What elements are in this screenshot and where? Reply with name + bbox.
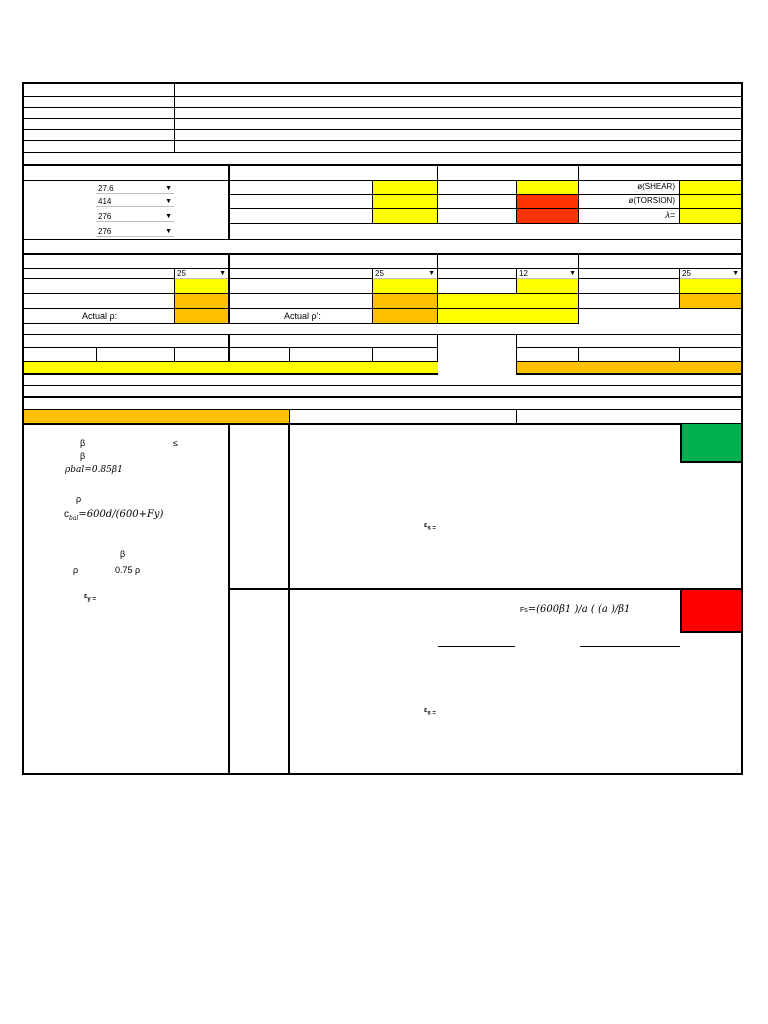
chevron-down-icon: ▼ (428, 270, 435, 277)
input-cell[interactable] (680, 279, 741, 293)
chevron-down-icon: ▼ (165, 228, 172, 235)
eps-y-formula: $\varepsilon_{y =}$ (84, 593, 96, 603)
input-cell[interactable] (517, 279, 578, 293)
eps-s-formula: $\varepsilon_{s =}$ (424, 707, 436, 717)
chevron-down-icon: ▼ (569, 270, 576, 277)
merged-input-cell[interactable] (438, 294, 578, 308)
beta-symbol: β (80, 438, 86, 448)
fs-formula: Fs=(600β1 )/a ( (a )/β1 (520, 604, 631, 615)
warning-cell (517, 209, 578, 223)
fys-dropdown[interactable] (96, 211, 174, 222)
fy-dropdown[interactable] (96, 196, 174, 207)
comp-bar-dropdown[interactable] (373, 268, 437, 279)
rho-bal-formula: ρbal=0.85β1 (65, 465, 123, 475)
c-bal-formula: $c_{bal}=600d/(600+Fy)$ (64, 509, 164, 522)
leq-symbol: ≤ (173, 438, 178, 448)
stirrup-dropdown[interactable] (517, 268, 578, 279)
fc-value: 27.6 (98, 184, 114, 193)
eps-s-formula: $\varepsilon_{s =}$ (424, 522, 436, 532)
actual-rho-value (175, 309, 228, 323)
calc-cell (680, 294, 741, 308)
main-bar-value: 25 (177, 269, 186, 278)
result-row (517, 362, 741, 373)
fyt-dropdown[interactable] (96, 226, 174, 237)
lambda-input[interactable] (680, 209, 741, 223)
fyt-value: 276 (98, 227, 112, 236)
rho-symbol: ρ (73, 565, 79, 575)
actual-rho-label: Actual ρ: (82, 311, 118, 321)
input-cell[interactable] (373, 195, 437, 208)
chevron-down-icon: ▼ (732, 270, 739, 277)
input-cell[interactable] (175, 279, 228, 293)
rho-075-formula: 0.75 ρ (115, 565, 141, 575)
main-bar-dropdown[interactable] (175, 268, 228, 279)
calc-cell (373, 294, 437, 308)
comp-bar-value: 25 (375, 269, 384, 278)
section-header-bar (24, 410, 289, 423)
warning-cell (517, 195, 578, 208)
phi-torsion-input[interactable] (680, 195, 741, 208)
beta-symbol: β (120, 549, 126, 559)
chevron-down-icon: ▼ (165, 213, 172, 220)
phi-shear-label: ø(SHEAR) (637, 182, 675, 191)
fy-value: 414 (98, 197, 112, 206)
input-cell[interactable] (373, 209, 437, 223)
input-cell[interactable] (517, 181, 578, 194)
calc-cell (175, 294, 228, 308)
dimension-input-row[interactable] (24, 362, 438, 373)
status-fail-indicator (680, 590, 741, 633)
actual-rho-prime-value (373, 309, 437, 323)
stirrup-value: 12 (519, 269, 528, 278)
rho-symbol: ρ (76, 494, 82, 504)
beta-symbol: β (80, 451, 86, 461)
side-bar-value: 25 (682, 269, 691, 278)
phi-torsion-label: ø(TORSION) (628, 196, 675, 205)
fys-value: 276 (98, 212, 112, 221)
chevron-down-icon: ▼ (165, 185, 172, 192)
phi-shear-input[interactable] (680, 181, 741, 194)
lambda-label: λ= (665, 210, 675, 220)
input-cell[interactable] (373, 279, 437, 293)
input-cell[interactable] (373, 181, 437, 194)
chevron-down-icon: ▼ (165, 198, 172, 205)
fc-dropdown[interactable] (96, 183, 174, 194)
chevron-down-icon: ▼ (219, 270, 226, 277)
actual-rho-prime-label: Actual ρ': (284, 311, 321, 321)
side-bar-dropdown[interactable] (680, 268, 741, 279)
merged-input-cell[interactable] (438, 309, 578, 323)
status-ok-indicator (680, 424, 741, 463)
